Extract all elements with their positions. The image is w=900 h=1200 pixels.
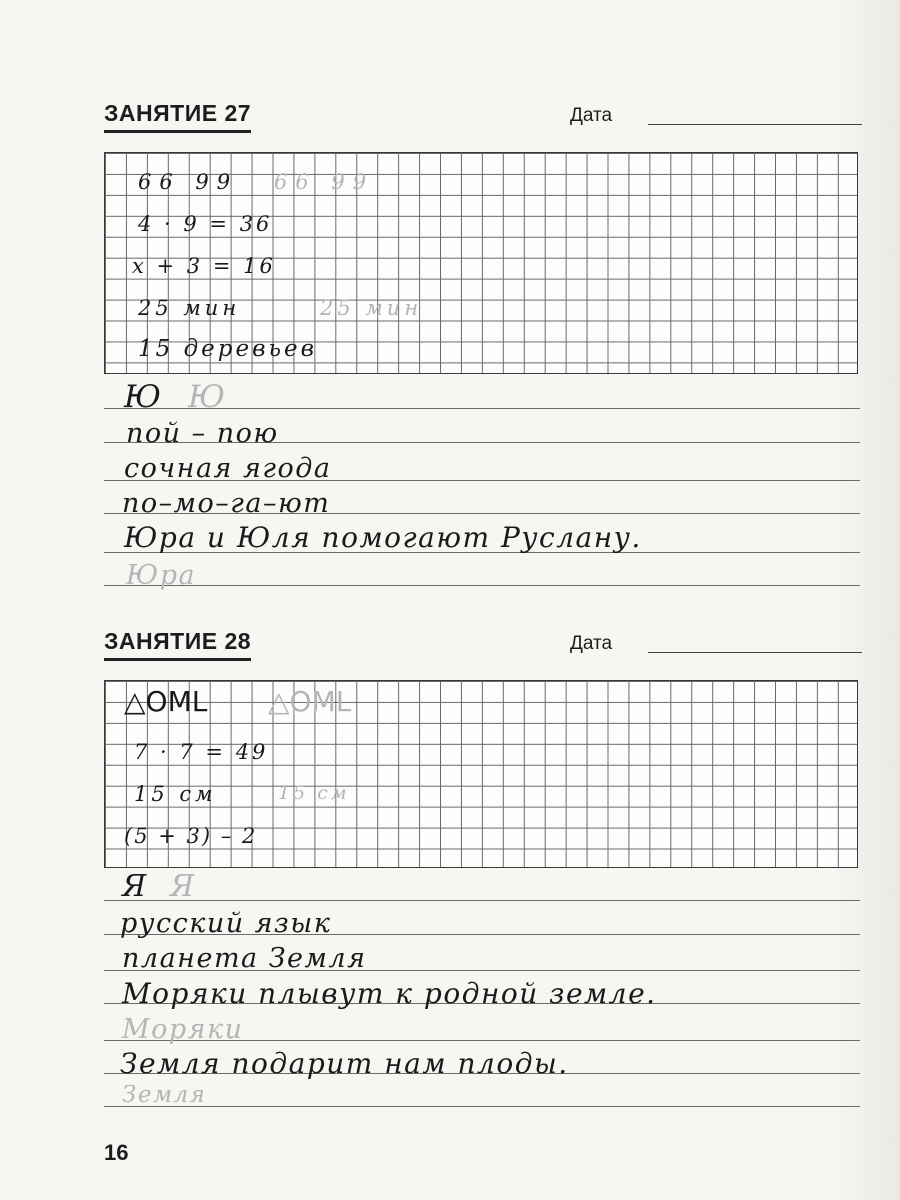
script-line-1-trace: Ю bbox=[188, 379, 227, 415]
lesson-28-date-label: Дата bbox=[570, 633, 613, 654]
ruled-line bbox=[104, 1106, 860, 1107]
grid-line-4-trace: 25 мин bbox=[320, 296, 423, 320]
lesson-28-date-line bbox=[648, 652, 862, 653]
grid-line-4-main: (5 + 3) – 2 bbox=[124, 824, 258, 848]
grid-line-2-main: 4 · 9 = 36 bbox=[138, 212, 273, 236]
lesson-27-title: ЗАНЯТИЕ 27 bbox=[104, 100, 251, 133]
lesson-28-title: ЗАНЯТИЕ 28 bbox=[104, 628, 251, 661]
lesson-27-date-label: Дата bbox=[570, 105, 613, 126]
page-number: 16 bbox=[104, 1140, 129, 1165]
lesson-27-date-line bbox=[648, 124, 862, 125]
script-line-1-main: Ю bbox=[124, 379, 163, 415]
grid-line-1-main: 66 99 bbox=[138, 170, 239, 194]
script-line-6-trace: Юра bbox=[126, 560, 197, 591]
grid-line-1-main: △OML bbox=[124, 685, 208, 718]
grid-line-2-main: 7 · 7 = 49 bbox=[134, 740, 269, 764]
grid-line-4-main: 25 мин bbox=[138, 296, 241, 320]
script-line-2-main: пой – пою bbox=[126, 418, 279, 449]
script-line-4-main: по–мо–га–ют bbox=[122, 488, 331, 519]
ruled-line bbox=[104, 585, 860, 586]
grid-line-5-main: 15 деревьев bbox=[138, 336, 318, 362]
grid-line-3-main: 15 см bbox=[134, 782, 217, 806]
script-line-5-main: Юра и Юля помогают Руслану. bbox=[124, 521, 642, 554]
script-line-2-main: русский язык bbox=[120, 908, 332, 939]
grid-line-1-trace: △OML bbox=[268, 685, 352, 718]
script-line-1-trace: Я bbox=[170, 869, 196, 904]
script-line-5-trace: Моряки bbox=[122, 1014, 244, 1045]
grid-line-1-trace: 66 99 bbox=[274, 170, 375, 194]
script-line-3-main: планета Земля bbox=[122, 943, 367, 974]
script-line-4-main: Моряки плывут к родной земле. bbox=[122, 977, 657, 1010]
ruled-line bbox=[104, 900, 860, 901]
script-line-3-main: сочная ягода bbox=[124, 453, 332, 484]
script-line-1-main: Я bbox=[122, 869, 148, 904]
script-line-7-trace: Земля bbox=[122, 1082, 207, 1108]
script-line-6-main: Земля подарит нам плоды. bbox=[120, 1047, 569, 1080]
grid-line-3-trace: 15 см bbox=[278, 782, 350, 804]
grid-line-3-main: x + 3 = 16 bbox=[132, 254, 276, 278]
